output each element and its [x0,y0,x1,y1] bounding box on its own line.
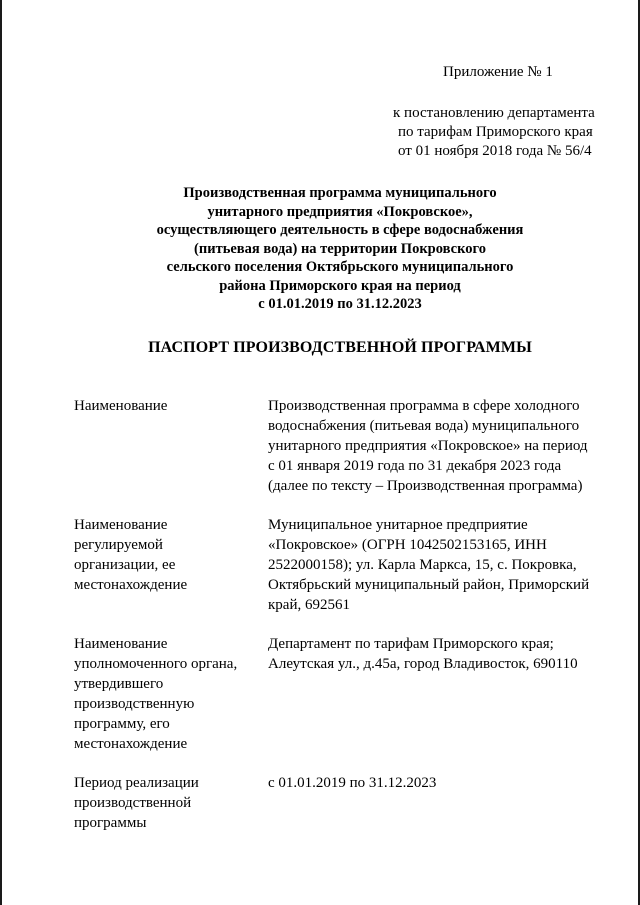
passport-heading: ПАСПОРТ ПРОИЗВОДСТВЕННОЙ ПРОГРАММЫ [148,339,532,356]
row-value-line: Производственная программа в сфере холодного [268,398,580,414]
row-value-line: с 01.01.2019 по 31.12.2023 [268,775,437,791]
document-title-line: с 01.01.2019 по 31.12.2023 [258,296,422,312]
row-value-line: Алеутская ул., д.45а, город Владивосток, 690110 [268,656,578,672]
document-title-line: (питьевая вода) на территории Покровского [194,240,486,257]
row-label-line: местонахождение [74,577,188,593]
row-label-line: организации, ее [74,557,176,573]
row-value [268,773,598,793]
row-value-line: Муниципальное унитарное предприятие [268,517,528,533]
row-value-line: водоснабжения (питьевая вода) муниципального [268,418,580,434]
row-label-line: утвердившего [74,676,164,692]
row-label-line: уполномоченного органа, [74,656,238,672]
appendix-reference [393,104,595,161]
row-value-line: 2522000158); ул. Карла Маркса, 15, с. Покровка, [268,557,577,573]
row-value [268,634,598,674]
appendix-ref-line: от 01 ноября 2018 года № 56/4 [398,143,592,159]
row-label-line: местонахождение [74,736,188,752]
row-label [74,396,254,416]
appendix-ref-line: к постановлению департамента [393,105,595,121]
row-value-line: унитарного предприятия «Покровское» на период [268,438,588,454]
row-label-line: Наименование [74,517,168,533]
row-label [74,773,254,833]
row-value-line: «Покровское» (ОГРН 1042502153165, ИНН [268,537,547,553]
row-value-line: с 01 января 2019 года по 31 декабря 2023 года [268,458,562,474]
row-label-line: программу, его [74,716,170,732]
appendix-title: Приложение № 1 [443,64,553,80]
document-title [100,184,580,314]
scan-edge-left [0,0,2,905]
row-label-line: производственную [74,696,195,712]
row-label-line: Период реализации [74,775,199,791]
row-value-line: Октябрьский муниципальный район, Приморский [268,577,590,593]
row-value-line: (далее по тексту – Производственная программа) [268,478,583,494]
row-label [74,634,254,754]
document-title-line: унитарного предприятия «Покровское», [207,203,473,220]
row-value-line: Департамент по тарифам Приморского края; [268,636,554,652]
appendix-ref-line: по тарифам Приморского края [398,124,593,140]
document-title-line: района Приморского края на период [219,277,461,294]
document-title-line: сельского поселения Октябрьского муниципального [166,259,514,275]
document-title-line: Производственная программа муниципального [183,185,497,201]
row-value-line: край, 692561 [268,597,350,613]
document-title-line: осуществляющего деятельность в сфере водоснабжения [156,222,524,238]
row-label-line: Наименование [74,398,168,414]
row-label [74,515,254,595]
row-label-line: программы [74,815,147,831]
row-value [268,396,598,496]
row-label-line: Наименование [74,636,168,652]
row-value [268,515,598,615]
row-label-line: производственной [74,795,192,811]
row-label-line: регулируемой [74,537,163,553]
